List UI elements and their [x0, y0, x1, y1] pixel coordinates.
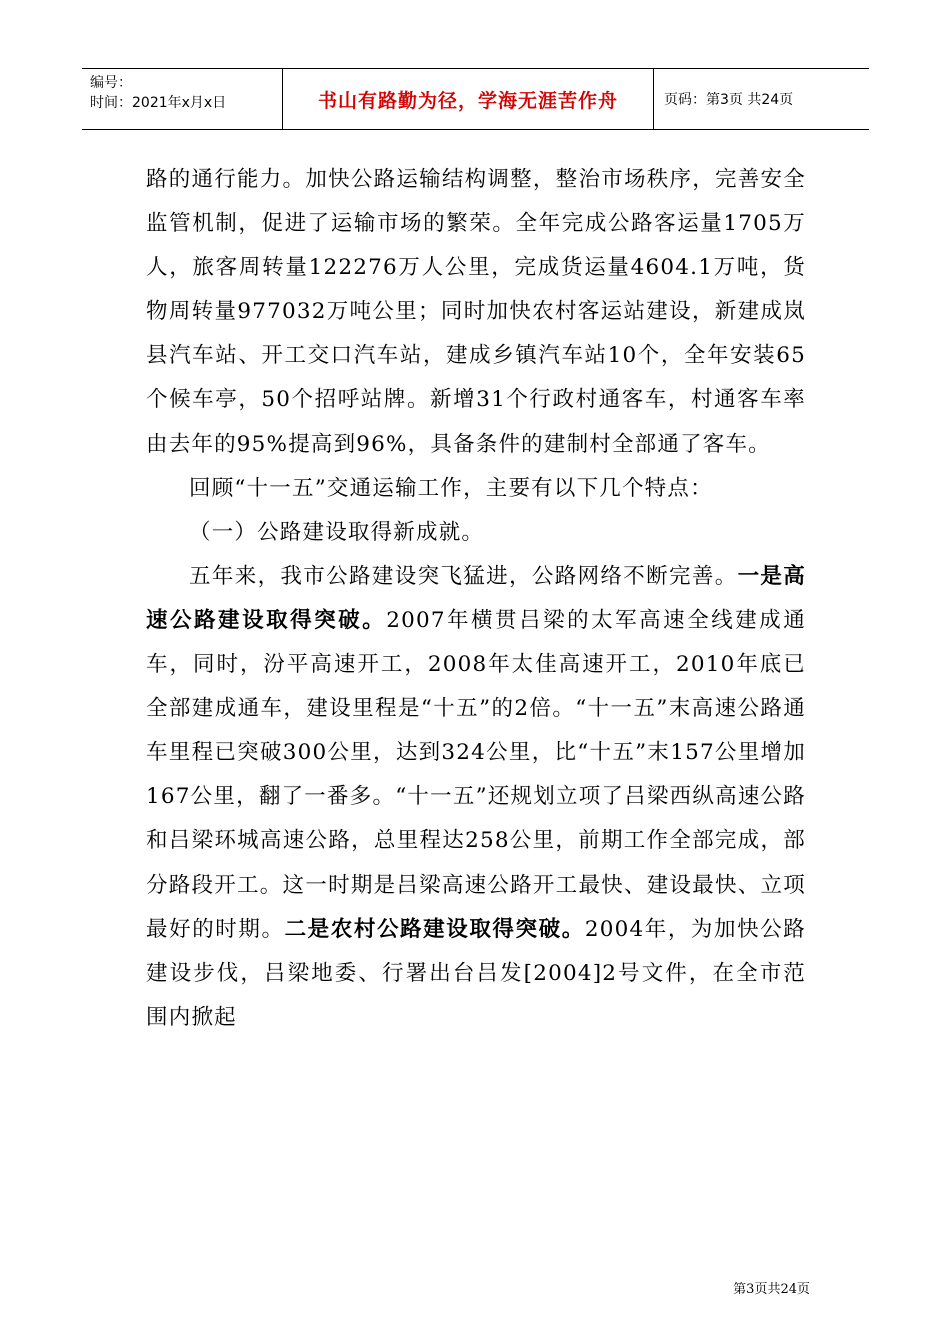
- document-body: [146, 158, 806, 1040]
- header-motto: 书山有路勤为径，学海无涯苦作舟: [282, 69, 654, 129]
- section-heading-1: （一）公路建设取得新成就。: [189, 519, 485, 545]
- page-footer: 第3页共24页: [733, 1282, 810, 1297]
- paragraph-4-expressway-text: 2007年横贯吕梁的太军高速全线建成通车，同时，汾平高速开工，2008年太佳高速开工，2010年底已全部建成通车，建设里程是“十五”的2倍。“十一五”末高速公路通车里程已突破300公里，达到324公里，比“十五”末157公里增加167公里，翻了一番多。“十一五”还规划立项了吕梁西纵高速公路和吕梁环城高速公路，总里程达258公里，前期工作全部完成，部分路段开工。这一时期是吕梁高速公路开工最快、建设最快、立项最好的时期。: [146, 607, 806, 942]
- document-number-label: 编号：: [90, 75, 132, 91]
- header-page-number: 页码：第3页 共24页: [664, 92, 794, 108]
- paragraph-4-intro: 五年来，我市公路建设突飞猛进，公路网络不断完善。: [189, 563, 738, 589]
- paragraph-2: 回顾“十一五”交通运输工作，主要有以下几个特点：: [189, 475, 713, 501]
- paragraph-4: [146, 555, 806, 1040]
- paragraph-4-rural-text: 2004年，为加快公路建设步伐，吕梁地委、行署出台吕发[2004]2号文件，在全市范围内掀起: [146, 916, 806, 1030]
- highlight-expressway: 一是高速公路建设取得突破。: [146, 563, 806, 633]
- page-header: [82, 68, 869, 130]
- header-meta: [82, 69, 282, 129]
- paragraph-1: 路的通行能力。加快公路运输结构调整，整治市场秩序，完善安全监管机制，促进了运输市场的繁荣。全年完成公路客运量1705万人，旅客周转量122276万人公里，完成货运量4604.1万吨，货物周转量977032万吨公里；同时加快农村客运站建设，新建成岚县汽车站、开工交口汽车站，建成乡镇汽车站10个，全年安装65个候车亭，50个招呼站牌。新增31个行政村通客车，村通客车率由去年的95%提高到96%，具备条件的建制村全部通了客车。: [146, 167, 806, 457]
- document-date-label: 时间：2021年x月x日: [90, 95, 227, 111]
- highlight-rural-roads: 二是农村公路建设取得突破。: [284, 916, 585, 942]
